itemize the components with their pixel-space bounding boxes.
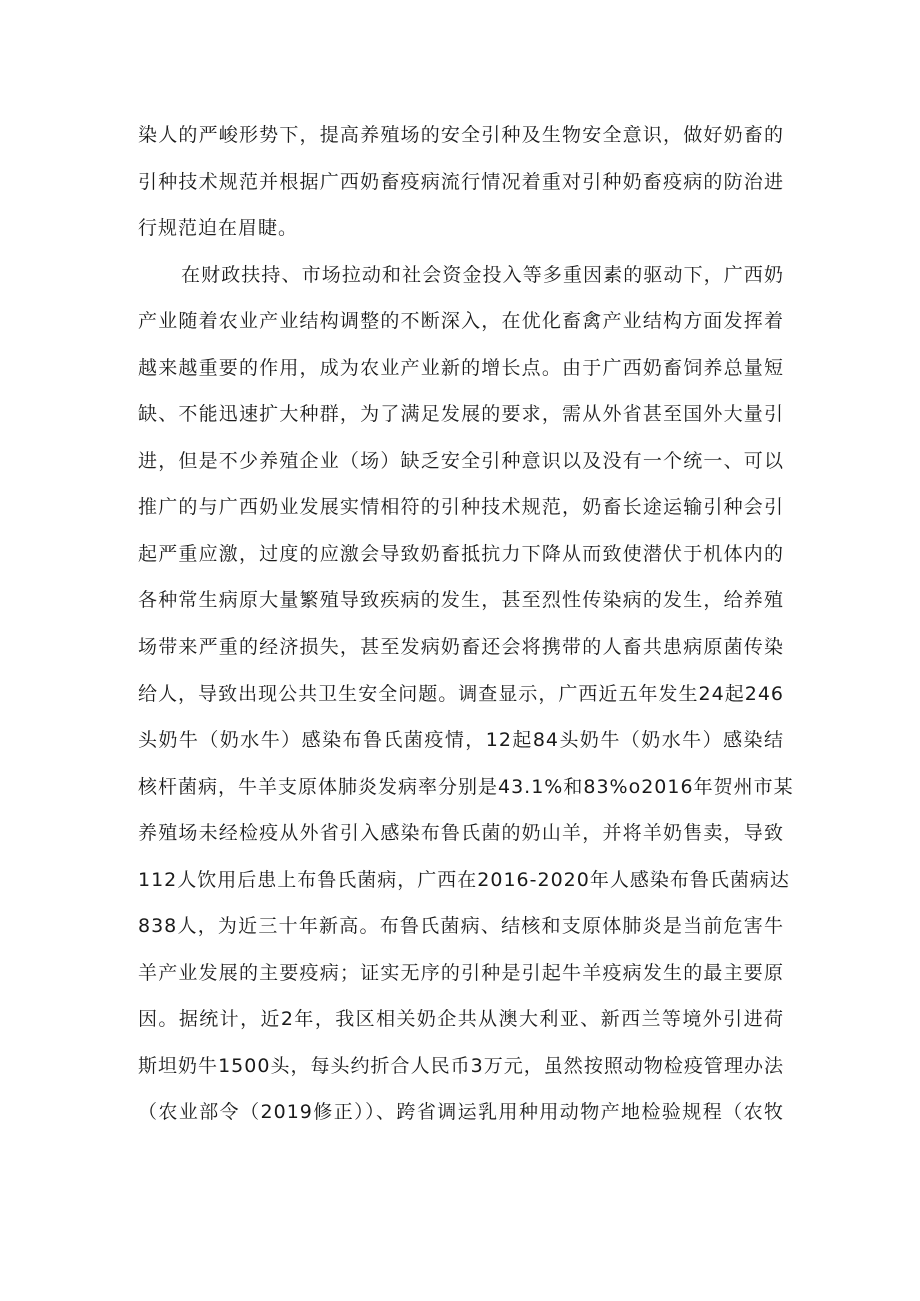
text-line: 进，但是不少养殖企业（场）缺乏安全引种意识以及没有一个统一、可以 (138, 449, 784, 472)
text-line: 越来越重要的作用，成为农业产业新的增长点。由于广西奶畜饲养总量短 (138, 356, 784, 379)
text-line: 112人饮用后患上布鲁氏菌病，广西在2016-2020年人感染布鲁氏菌病达 (138, 868, 790, 891)
text-line: 引种技术规范并根据广西奶畜疫病流行情况着重对引种奶畜疫病的防治进 (138, 170, 784, 193)
text-line: 羊产业发展的主要疫病；证实无序的引种是引起牛羊疫病发生的最主要原 (138, 961, 784, 984)
text-line: 各种常生病原大量繁殖导致疾病的发生，甚至烈性传染病的发生，给养殖 (138, 589, 784, 612)
text-line: 缺、不能迅速扩大种群，为了满足发展的要求，需从外省甚至国外大量引 (138, 403, 784, 426)
text-line: 核杆菌病，牛羊支原体肺炎发病率分别是43.1%和83%o2016年贺州市某 (138, 775, 794, 798)
paragraph-end-line: 行规范迫在眉睫。 (138, 217, 299, 240)
text-line: 838人，为近三十年新高。布鲁氏菌病、结核和支原体肺炎是当前危害牛 (138, 915, 784, 938)
text-line: （农业部令（2019修正））、跨省调运乳用种用动物产地检验规程（农牧 (138, 1101, 784, 1124)
body-text (138, 112, 794, 1136)
text-line: 给人，导致出现公共卫生安全问题。调查显示，广西近五年发生24起246 (138, 682, 784, 705)
text-line: 染人的严峻形势下，提高养殖场的安全引种及生物安全意识，做好奶畜的 (138, 124, 784, 146)
text-line: 推广的与广西奶业发展实情相符的引种技术规范，奶畜长途运输引种会引 (138, 496, 784, 519)
paragraph-first-line: 在财政扶持、市场拉动和社会资金投入等多重因素的驱动下，广西奶 (181, 263, 784, 286)
text-line: 因。据统计，近2年，我区相关奶企共从澳大利亚、新西兰等境外引进荷 (138, 1008, 784, 1031)
text-line: 产业随着农业产业结构调整的不断深入，在优化畜禽产业结构方面发挥着 (138, 310, 784, 333)
text-line: 头奶牛（奶水牛）感染布鲁氏菌疫情，12起84头奶牛（奶水牛）感染结 (138, 729, 784, 752)
text-line: 养殖场未经检疫从外省引入感染布鲁氏菌的奶山羊，并将羊奶售卖，导致 (138, 822, 784, 845)
text-line: 起严重应激，过度的应激会导致奶畜抵抗力下降从而致使潜伏于机体内的 (138, 542, 784, 565)
text-line: 斯坦奶牛1500头，每头约折合人民币3万元，虽然按照动物检疫管理办法 (138, 1054, 784, 1077)
text-line: 场带来严重的经济损失，甚至发病奶畜还会将携带的人畜共患病原菌传染 (138, 636, 784, 659)
